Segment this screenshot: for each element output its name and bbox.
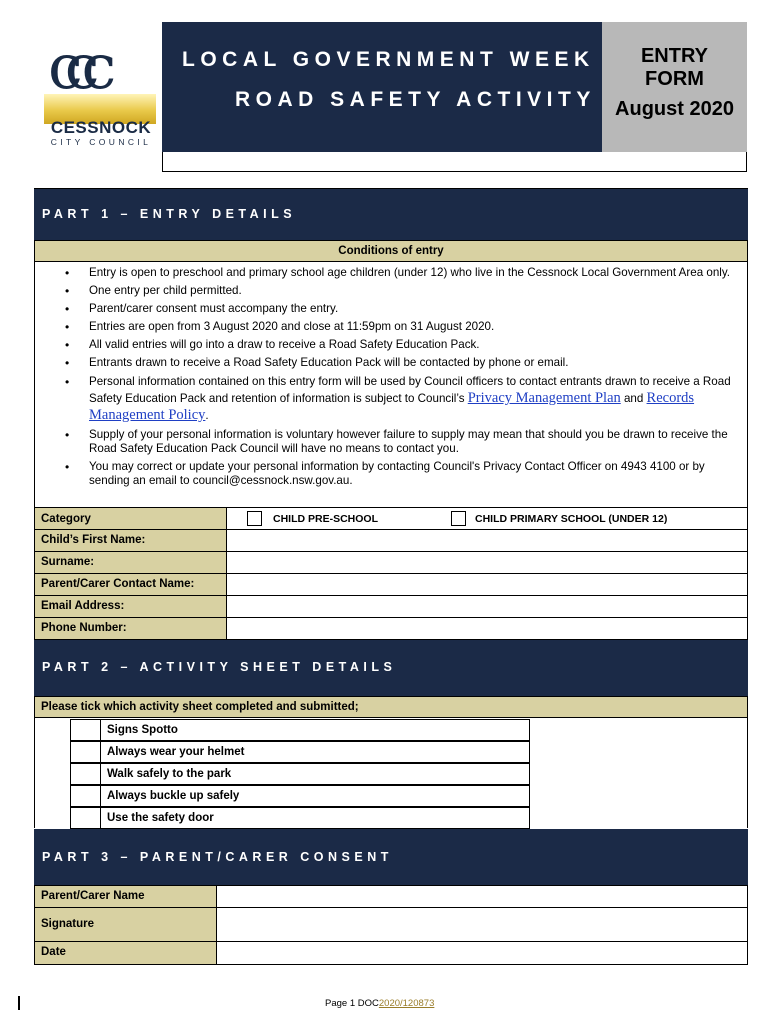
parent-name-label: Parent/Carer Name — [35, 886, 217, 907]
privacy-end: . — [205, 409, 209, 422]
parent-name-row — [34, 885, 748, 908]
logo-subtitle: CITY COUNCIL — [50, 137, 152, 147]
activity-row[interactable] — [70, 741, 530, 763]
primary-school-checkbox[interactable] — [451, 511, 466, 526]
activity-tick-box[interactable] — [71, 786, 101, 806]
activity-label: Use the safety door — [107, 812, 214, 824]
page-footer — [325, 998, 434, 1009]
surname-row — [34, 552, 748, 574]
signature-row — [34, 908, 748, 942]
activity-label: Always wear your helmet — [107, 746, 245, 758]
parent-name-field[interactable] — [218, 886, 747, 907]
parent-contact-label: Parent/Carer Contact Name: — [35, 574, 227, 595]
page-number: Page 1 DOC — [325, 998, 379, 1009]
activity-row[interactable] — [70, 807, 530, 829]
logo-mark: ccc — [48, 30, 99, 103]
activity-tick-box[interactable] — [71, 808, 101, 828]
activity-tick-box[interactable] — [71, 742, 101, 762]
date-field[interactable] — [218, 942, 747, 964]
phone-row — [34, 618, 748, 640]
first-name-label: Child’s First Name: — [35, 530, 227, 551]
records-management-policy-link[interactable]: Records Management Policy — [89, 390, 695, 423]
preschool-option-label: CHILD PRE-SCHOOL — [273, 513, 378, 525]
activity-label: Walk safely to the park — [107, 768, 232, 780]
title-line-1: LOCAL GOVERNMENT WEEK — [182, 48, 595, 71]
privacy-management-plan-link[interactable]: Privacy Management Plan — [467, 390, 621, 406]
surname-field[interactable] — [228, 552, 747, 573]
conditions-heading: Conditions of entry — [34, 240, 748, 262]
email-field[interactable] — [228, 596, 747, 617]
conditions-list — [34, 262, 748, 508]
category-row — [34, 507, 748, 530]
activity-row[interactable] — [70, 785, 530, 807]
entry-label: ENTRY — [640, 45, 709, 67]
condition-item: • Supply of your personal information is voluntary however failure to supply may mean that should you be drawn to receive the Road Safety Education Pack Council will have no means to contact you. — [65, 428, 745, 456]
condition-item: • Entrants drawn to receive a Road Safety Education Pack will be contacted by phone or email. — [65, 356, 745, 370]
category-label: Category — [35, 508, 227, 529]
form-label: FORM — [645, 68, 704, 90]
change-bar-mark — [18, 996, 20, 1010]
part1-title: PART 1 – ENTRY DETAILS — [34, 189, 748, 240]
first-name-row — [34, 530, 748, 552]
date-label: Date — [35, 942, 217, 964]
preschool-checkbox[interactable] — [247, 511, 262, 526]
phone-label: Phone Number: — [35, 618, 227, 639]
part2-title: PART 2 – ACTIVITY SHEET DETAILS — [34, 640, 748, 696]
activity-label: Signs Spotto — [107, 724, 178, 736]
activity-tick-box[interactable] — [71, 764, 101, 784]
condition-item: • One entry per child permitted. — [65, 284, 745, 298]
form-date: August 2020 — [615, 98, 734, 120]
signature-field[interactable] — [218, 908, 747, 941]
phone-field[interactable] — [228, 618, 747, 639]
activity-tick-box[interactable] — [71, 720, 101, 740]
header-title-block — [162, 22, 602, 152]
logo-name: CESSNOCK — [50, 118, 152, 137]
condition-item: • You may correct or update your personal information by contacting Council's Privacy Contact Officer on 4943 4100 or by sending an email to council@cessnock.nsw.gov.au. — [65, 460, 745, 488]
condition-item: • Entry is open to preschool and primary school age children (under 12) who live in the Cessnock Local Government Area only. — [65, 266, 745, 280]
condition-item: • Parent/carer consent must accompany the entry. — [65, 302, 745, 316]
doc-reference: 2020/120873 — [378, 998, 435, 1009]
surname-label: Surname: — [35, 552, 227, 573]
title-line-2: ROAD SAFETY ACTIVITY — [235, 88, 596, 111]
entry-form-box — [602, 22, 747, 152]
primary-school-option-label: CHILD PRIMARY SCHOOL (UNDER 12) — [475, 513, 668, 525]
email-row — [34, 596, 748, 618]
part3-title: PART 3 – PARENT/CARER CONSENT — [34, 829, 748, 885]
activity-row[interactable] — [70, 763, 530, 785]
activity-instruction: Please tick which activity sheet completed and submitted; — [34, 696, 748, 718]
condition-item: • Entries are open from 3 August 2020 and close at 11:59pm on 31 August 2020. — [65, 320, 745, 334]
parent-contact-row — [34, 574, 748, 596]
privacy-text: Personal information contained on this entry form will be used by Council officers to contact entrants drawn to receive a Road Safety Education Pack and retention of information is subject to Council’s — [89, 375, 731, 405]
parent-contact-field[interactable] — [228, 574, 747, 595]
date-row — [34, 942, 748, 965]
privacy-and: and — [620, 392, 647, 405]
condition-item-privacy — [65, 374, 745, 424]
header-strip — [162, 152, 747, 172]
activity-row[interactable] — [70, 719, 530, 741]
condition-item: • All valid entries will go into a draw to receive a Road Safety Education Pack. — [65, 338, 745, 352]
signature-label: Signature — [35, 908, 217, 941]
activity-label: Always buckle up safely — [107, 790, 240, 802]
email-label: Email Address: — [35, 596, 227, 617]
council-logo — [42, 32, 160, 147]
first-name-field[interactable] — [228, 530, 747, 551]
